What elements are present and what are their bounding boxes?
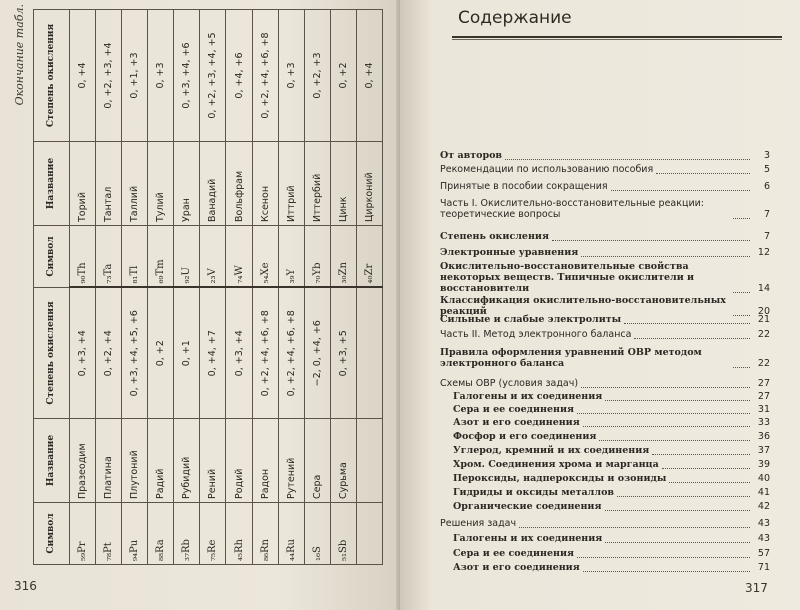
toc-leader-dots — [656, 173, 750, 174]
toc-page-number: 21 — [757, 314, 770, 325]
toc-entry[interactable] — [440, 518, 770, 529]
toc-entry[interactable] — [440, 261, 770, 294]
oxidation-states: 0, +3, +4, +5, +6 — [122, 288, 148, 419]
toc-page-number: 33 — [757, 417, 770, 428]
header-oxidation: Степень окисления — [34, 288, 70, 419]
toc-leader-dots — [605, 542, 750, 543]
element-name: Празеодим — [70, 419, 96, 503]
element-name: Ванадий — [200, 142, 226, 226]
table-row — [200, 10, 226, 565]
toc-leader-dots — [611, 190, 750, 191]
element-symbol: ₅₁Sb — [330, 503, 356, 565]
toc-leader-dots — [605, 400, 750, 401]
toc-entry-title: От авторов — [440, 150, 503, 161]
oxidation-states: 0, +3, +4, +6 — [174, 10, 200, 142]
toc-page-number: 22 — [757, 358, 770, 369]
toc-entry[interactable] — [440, 459, 770, 470]
element-name: Иттербий — [304, 142, 330, 226]
toc-entry-title: Галогены и их соединения — [453, 391, 603, 402]
toc-entry-title: Принятые в пособии сокращения — [440, 181, 608, 192]
oxidation-states: 0, +2, +3, +4, +5 — [200, 10, 226, 142]
toc-entry-title: Правила оформления уравнений ОВР методом электронного баланса — [440, 347, 702, 369]
table-row — [304, 10, 330, 565]
element-symbol: ₄₅Rh — [226, 503, 252, 565]
header-name: Название — [34, 142, 70, 226]
element-symbol: ₂₃V — [200, 226, 226, 288]
toc-leader-dots — [581, 256, 750, 257]
toc-leader-dots — [577, 557, 750, 558]
toc-entry[interactable] — [440, 391, 770, 402]
element-symbol: ₆₉Tm — [148, 226, 174, 288]
contents-title: Содержание — [458, 8, 572, 28]
oxidation-states: 0, +3, +4 — [226, 288, 252, 419]
element-symbol: ₃₉Y — [278, 226, 304, 288]
toc-leader-dots — [733, 367, 750, 368]
toc-page-number: 37 — [757, 445, 770, 456]
toc-entry-title: Пероксиды, надпероксиды и озониды — [453, 473, 667, 484]
toc-page-number: 31 — [757, 404, 770, 415]
toc-entry-title: Галогены и их соединения — [453, 533, 603, 544]
table-header-row — [34, 10, 70, 565]
toc-leader-dots — [733, 218, 750, 219]
elements-table — [33, 9, 383, 565]
toc-entry[interactable] — [440, 198, 770, 220]
toc-leader-dots — [733, 292, 750, 293]
rotated-table-container — [13, 4, 383, 565]
toc-page-number: 7 — [763, 231, 770, 242]
element-name: Радон — [252, 419, 278, 503]
element-symbol: ₇₀Yb — [304, 226, 330, 288]
oxidation-states: 0, +2, +4, +6, +8 — [278, 288, 304, 419]
table-row — [174, 10, 200, 565]
toc-entry-title: Углерод, кремний и их соединения — [453, 445, 650, 456]
toc-entry-title: Часть I. Окислительно-восстановительные реакции: теоретические вопросы — [440, 198, 704, 220]
toc-entry-title: Часть II. Метод электронного баланса — [440, 329, 632, 340]
table-row — [70, 10, 96, 565]
element-name: Рубидий — [174, 419, 200, 503]
title-rule-thin — [452, 39, 782, 40]
element-name: Родий — [226, 419, 252, 503]
toc-page-number: 22 — [757, 329, 770, 340]
element-symbol: ₈₆Rn — [252, 503, 278, 565]
toc-entry[interactable] — [440, 501, 770, 512]
toc-entry[interactable] — [440, 487, 770, 498]
header-symbol: Символ — [34, 503, 70, 565]
element-symbol: ₇₄W — [226, 226, 252, 288]
table-row — [96, 10, 122, 565]
element-name: Ксенон — [252, 142, 278, 226]
toc-leader-dots — [617, 496, 750, 497]
toc-entry[interactable] — [440, 417, 770, 428]
toc-leader-dots — [624, 323, 750, 324]
oxidation-states: −2, 0, +4, +6 — [304, 288, 330, 419]
toc-entry-title: Гидриды и оксиды металлов — [453, 487, 615, 498]
header-symbol: Символ — [34, 226, 70, 288]
toc-page-number: 7 — [763, 209, 770, 220]
element-symbol: ₄₄Ru — [278, 503, 304, 565]
toc-page-number: 5 — [763, 164, 770, 175]
toc-entry-title: Азот и его соединения — [453, 562, 580, 573]
element-symbol: ₇₈Pt — [96, 503, 122, 565]
table-row — [278, 10, 304, 565]
element-symbol: ₁₆S — [304, 503, 330, 565]
table-caption: Окончание табл. — [13, 4, 26, 106]
element-symbol: ₅₉Pr — [70, 503, 96, 565]
toc-page-number: 3 — [763, 150, 770, 161]
toc-entry[interactable] — [440, 404, 770, 415]
oxidation-states: 0, +1, +3 — [122, 10, 148, 142]
oxidation-states: 0, +4 — [70, 10, 96, 142]
toc-leader-dots — [519, 527, 750, 528]
toc-entry-title: Электронные уравнения — [440, 247, 579, 258]
oxidation-states: 0, +4 — [356, 10, 382, 142]
oxidation-states: 0, +2, +3, +4 — [96, 10, 122, 142]
toc-page-number: 14 — [757, 283, 770, 294]
toc-entry-title: Сильные и слабые электролиты — [440, 314, 622, 325]
toc-entry[interactable] — [440, 347, 770, 369]
toc-page-number: 27 — [757, 378, 770, 389]
toc-entry-title: Органические соединения — [453, 501, 602, 512]
oxidation-states: 0, +3 — [278, 10, 304, 142]
element-symbol: ₉₂U — [174, 226, 200, 288]
toc-leader-dots — [583, 571, 750, 572]
toc-entry-title: Сера и ее соединения — [453, 548, 575, 559]
toc-leader-dots — [599, 440, 750, 441]
oxidation-states: 0, +2, +4 — [96, 288, 122, 419]
toc-entry-title: Рекомендации по использованию пособия — [440, 164, 654, 175]
element-name: Цинк — [330, 142, 356, 226]
header-name: Название — [34, 419, 70, 503]
toc-page-number: 12 — [757, 247, 770, 258]
toc-entry-title: Сера и ее соединения — [453, 404, 575, 415]
toc-leader-dots — [552, 240, 750, 241]
toc-page-number: 41 — [757, 487, 770, 498]
oxidation-states: 0, +1 — [174, 288, 200, 419]
toc-leader-dots — [652, 454, 750, 455]
toc-leader-dots — [662, 468, 750, 469]
toc-entry[interactable] — [440, 150, 770, 161]
table-row — [356, 10, 382, 565]
element-symbol: ₄₀Zr — [356, 226, 382, 288]
element-symbol — [356, 503, 382, 565]
element-symbol: ₈₁Tl — [122, 226, 148, 288]
element-symbol: ₉₄Pu — [122, 503, 148, 565]
title-rule — [452, 36, 782, 38]
toc-entry[interactable] — [440, 231, 770, 242]
toc-entry-title: Окислительно-восстановительные свойства некоторых веществ. Типичные окислители и восстановители — [440, 261, 695, 294]
toc-entry[interactable] — [440, 431, 770, 442]
oxidation-states: 0, +2, +3 — [304, 10, 330, 142]
element-symbol: ₇₃Ta — [96, 226, 122, 288]
toc-leader-dots — [505, 159, 750, 160]
element-name: Сера — [304, 419, 330, 503]
toc-leader-dots — [581, 387, 750, 388]
toc-page-number: 40 — [757, 473, 770, 484]
element-name: Радий — [148, 419, 174, 503]
toc-entry[interactable] — [440, 548, 770, 559]
oxidation-states: 0, +4, +7 — [200, 288, 226, 419]
toc-page-number: 20 — [757, 306, 770, 317]
element-name: Платина — [96, 419, 122, 503]
oxidation-states: 0, +3, +5 — [330, 288, 356, 419]
toc-entry-title: Хром. Соединения хрома и марганца — [453, 459, 659, 470]
oxidation-states: 0, +2 — [148, 288, 174, 419]
element-name — [356, 419, 382, 503]
toc-entry-title: Фосфор и его соединения — [453, 431, 597, 442]
element-name: Рений — [200, 419, 226, 503]
page-number-right: 317 — [745, 581, 768, 595]
toc-page-number: 36 — [757, 431, 770, 442]
oxidation-states — [356, 288, 382, 419]
table-row — [148, 10, 174, 565]
toc-page-number: 6 — [763, 181, 770, 192]
toc-entry[interactable] — [440, 533, 770, 544]
toc-entry-title: Решения задач — [440, 518, 517, 529]
element-name: Торий — [70, 142, 96, 226]
oxidation-states: 0, +2, +4, +6, +8 — [252, 288, 278, 419]
oxidation-states: 0, +3 — [148, 10, 174, 142]
toc-leader-dots — [634, 338, 750, 339]
table-row — [252, 10, 278, 565]
element-symbol: ₃₀Zn — [330, 226, 356, 288]
toc-entry-title: Степень окисления — [440, 231, 549, 242]
toc-page-number: 27 — [757, 391, 770, 402]
element-name: Сурьма — [330, 419, 356, 503]
header-oxidation: Степень окисления — [34, 10, 70, 142]
toc-entry[interactable] — [440, 378, 770, 389]
element-name: Вольфрам — [226, 142, 252, 226]
element-symbol: ₇₅Re — [200, 503, 226, 565]
toc-leader-dots — [669, 482, 750, 483]
oxidation-states: 0, +3, +4 — [70, 288, 96, 419]
toc-entry[interactable] — [440, 445, 770, 456]
rotated-table-area — [13, 4, 383, 565]
element-symbol: ₉₀Th — [70, 226, 96, 288]
element-name: Плутоний — [122, 419, 148, 503]
toc-entry[interactable] — [440, 562, 770, 573]
toc-entry[interactable] — [440, 181, 770, 192]
element-name: Цирконий — [356, 142, 382, 226]
toc-page-number: 71 — [757, 562, 770, 573]
element-name: Тулий — [148, 142, 174, 226]
element-symbol: ₃₇Rb — [174, 503, 200, 565]
element-symbol: ₈₈Ra — [148, 503, 174, 565]
page-number-left: 316 — [14, 579, 37, 593]
toc-page-number: 43 — [757, 518, 770, 529]
element-name: Рутений — [278, 419, 304, 503]
oxidation-states: 0, +2 — [330, 10, 356, 142]
toc-entry[interactable] — [440, 164, 770, 175]
oxidation-states: 0, +4, +6 — [226, 10, 252, 142]
toc-entry-title: Классификация окислительно-восстановительных реакций — [440, 295, 726, 317]
toc-entry-title: Азот и его соединения — [453, 417, 580, 428]
table-row — [330, 10, 356, 565]
element-name: Таллий — [122, 142, 148, 226]
table-row — [122, 10, 148, 565]
element-name: Тантал — [96, 142, 122, 226]
toc-page-number: 39 — [757, 459, 770, 470]
table-row — [226, 10, 252, 565]
toc-page-number: 43 — [757, 533, 770, 544]
element-name: Уран — [174, 142, 200, 226]
toc-entry[interactable] — [440, 247, 770, 258]
toc-leader-dots — [577, 413, 750, 414]
toc-page-number: 42 — [757, 501, 770, 512]
element-symbol: ₅₄Xe — [252, 226, 278, 288]
oxidation-states: 0, +2, +4, +6, +8 — [252, 10, 278, 142]
toc-entry[interactable] — [440, 329, 770, 340]
toc-page-number: 57 — [757, 548, 770, 559]
toc-entry-title: Схемы ОВР (условия задач) — [440, 378, 579, 389]
toc-leader-dots — [605, 510, 751, 511]
toc-entry[interactable] — [440, 473, 770, 484]
element-name: Иттрий — [278, 142, 304, 226]
toc-leader-dots — [583, 426, 750, 427]
toc-entry[interactable] — [440, 314, 770, 325]
